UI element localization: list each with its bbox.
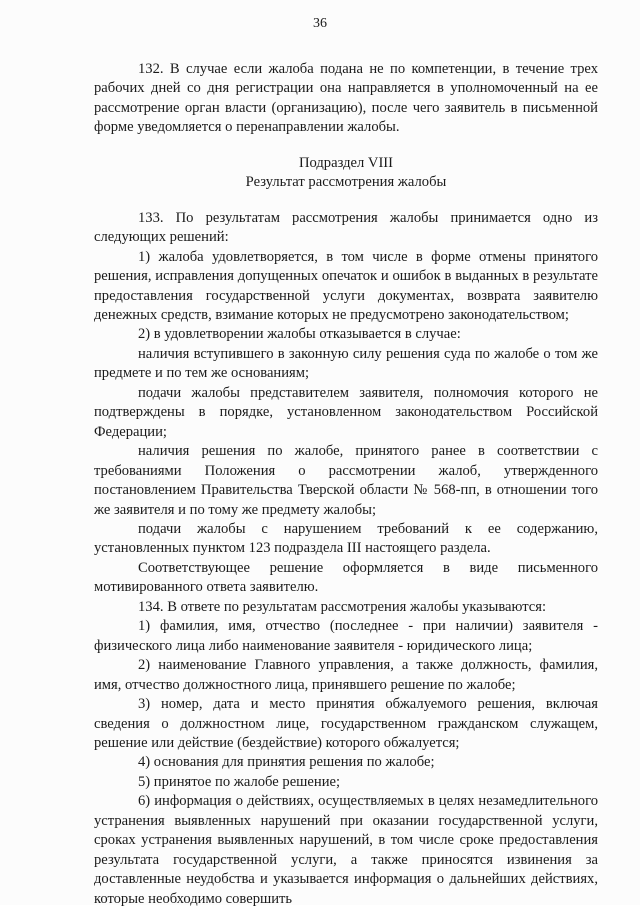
page-number: 36 xyxy=(313,16,327,31)
list-item: 5) принятое по жалобе решение; xyxy=(138,773,341,790)
paragraph-133: 133. По результатам рассмотрения жалобы принимается одно из следующих решений: xyxy=(94,209,598,246)
list-item: 1) жалоба удовлетворяется, в том числе в форме отмены принятого решения, исправления допущенных опечаток и ошибок в выданных в результате предоставления государственной услуги документах, возврата заявителю денежных средств, взимание которых не предусмотрено законодательством; xyxy=(94,248,598,323)
list-item: подачи жалобы с нарушением требований к ее содержанию, установленных пунктом 123 подраздела III настоящего раздела. xyxy=(94,520,598,557)
list-item: 3) номер, дата и место принятия обжалуемого решения, включая сведения о должностном лице, государственном гражданском служащем, решение или действие (бездействие) которого обжалуется; xyxy=(94,696,598,751)
paragraph-134: 134. В ответе по результатам рассмотрения жалобы указываются: xyxy=(138,598,547,615)
document-text xyxy=(94,60,598,909)
section-label: Подраздел VIII xyxy=(298,154,394,171)
list-item: наличия вступившего в законную силу решения суда по жалобе о том же предмете и по тем же основаниям; xyxy=(94,345,598,382)
list-item: наличия решения по жалобе, принятого ранее в соответствии с требованиями Положения о рассмотрении жалоб, утвержденного постановлением Правительства Тверской области № 568-пп, в отношении того же заявителя и по тому же предмету жалобы; xyxy=(94,443,598,518)
section-title: Результат рассмотрения жалобы xyxy=(245,174,447,191)
list-item: 1) фамилия, имя, отчество (последнее - при наличии) заявителя - физического лица либо наименование заявителя - юридического лица; xyxy=(94,618,598,654)
list-item: 2) в удовлетворении жалобы отказывается в случае: xyxy=(138,326,461,343)
list-item: 4) основания для принятия решения по жалобе; xyxy=(138,754,435,771)
paragraph: Соответствующее решение оформляется в виде письменного мотивированного ответа заявителю. xyxy=(94,559,598,596)
paragraph-132: 132. В случае если жалоба подана не по компетенции, в течение трех рабочих дней со дня регистрации она направляется в уполномоченный на ее рассмотрение орган власти (организацию), после чего заявитель в письменной форме уведомляется о перенаправлении жалобы. xyxy=(94,61,598,136)
list-item: подачи жалобы представителем заявителя, полномочия которого не подтверждены в порядке, установленном законодательством Российской Федерации; xyxy=(94,384,598,440)
list-item: 2) наименование Главного управления, а также должность, фамилия, имя, отчество должностного лица, принявшего решение по жалобе; xyxy=(94,657,598,693)
list-item: 6) информация о действиях, осуществляемых в целях незамедлительного устранения выявленных нарушений при оказании государственной услуги, сроках устранения выявленных нарушений, в том числе сроке предоставления результата государственной услуги, а также приносятся извинения за доставленные неудобства и указывается информация о дальнейших действиях, которые необходимо совершить xyxy=(94,793,598,907)
